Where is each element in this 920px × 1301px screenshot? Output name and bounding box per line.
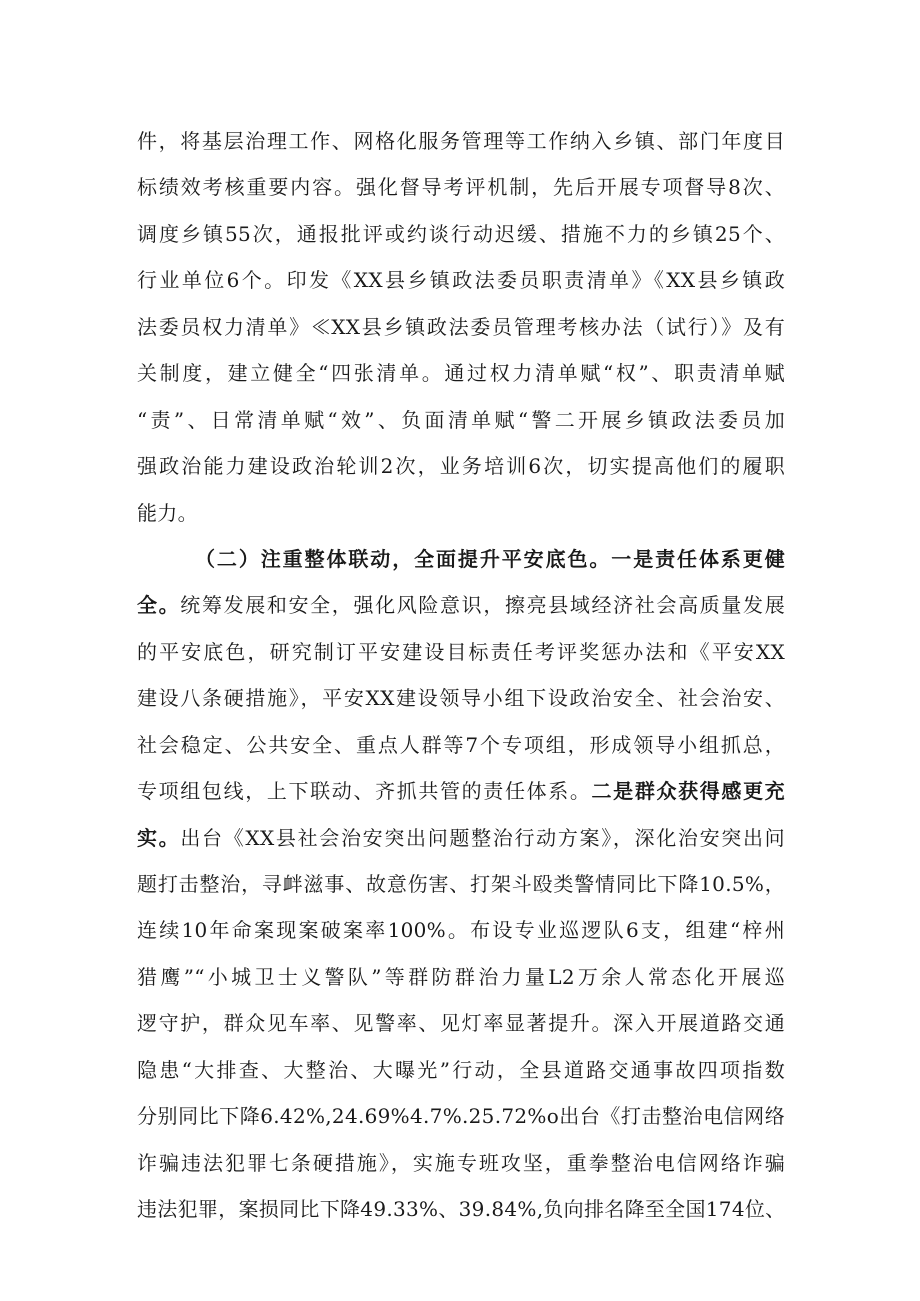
text-line: 分别同比下降6.42%,24.69%4.7%.25.72%o出台《打击整治电信网络 — [137, 1104, 785, 1129]
paragraph-1 — [137, 118, 785, 536]
text-line: 逻守护，群众见车率、见警率、见灯率显著提升。深入开展道路交通 — [137, 1011, 785, 1036]
text-line: 的平安底色，研究制订平安建设目标责任考评奖惩办法和《平安XX — [137, 639, 785, 664]
text-line: 建设八条硬措施》，平安XX建设领导小组下设政治安全、社会治安、 — [137, 686, 785, 711]
text-line: 违法犯罪，案损同比下降49.33%、39.84%,负向排名降至全国174位、 — [137, 1197, 786, 1222]
text-line — [137, 815, 785, 861]
text-line: 社会稳定、公共安全、重点人群等7个专项组，形成领导小组抓总， — [137, 732, 785, 757]
text-line: 猎鹰”“小城卫士义警队”等群防群治力量L2万余人常态化开展巡 — [137, 964, 785, 989]
text-line: 隐患“大排查、大整治、大曝光”行动，全县道路交通事故四项指数 — [137, 1057, 785, 1082]
text-segment: 统筹发展和安全，强化风险意识，擦亮县域经济社会高质量发展 — [180, 593, 785, 618]
text-line: 行业单位6个。印发《XX县乡镇政法委员职责清单》《XX县乡镇政 — [137, 268, 785, 293]
text-line — [137, 582, 785, 628]
text-line: 强政治能力建设政治轮训2次，业务培训6次，切实提高他们的履职 — [137, 454, 785, 479]
text-line: 诈骗违法犯罪七条硬措施》，实施专班攻坚，重拳整治电信网络诈骗 — [137, 1150, 785, 1175]
text-line: 能力。 — [137, 500, 198, 525]
text-line: 标绩效考核重要内容。强化督导考评机制，先后开展专项督导8次、 — [137, 175, 785, 200]
paragraph-2 — [137, 536, 785, 1233]
text-line: 题打击整治，寻衅滋事、故意伤害、打架斗殴类警情同比下降10.5%， — [137, 872, 785, 896]
bold-segment: 全。 — [137, 593, 181, 618]
text-segment: 出台《XX县社会治安突出问题整治行动方案》，深化治安突出问 — [180, 825, 785, 850]
text-line: 连续10年命案现案破案率100%。布设专业巡逻队6支，组建“梓州 — [137, 918, 785, 943]
text-line: 关制度，建立健全“四张清单。通过权力清单赋“权”、职责清单赋 — [137, 361, 785, 386]
text-line: 调度乡镇55次，通报批评或约谈行动迟缓、措施不力的乡镇25个、 — [137, 221, 785, 246]
text-line — [137, 768, 785, 814]
text-line: 件，将基层治理工作、网格化服务管理等工作纳入乡镇、部门年度目 — [137, 129, 785, 153]
section-heading: （二）注重整体联动，全面提升平安底色。一是责任体系更健 — [195, 546, 785, 571]
section-heading-line — [137, 536, 785, 582]
text-line: 法委员权力清单》≪XX县乡镇政法委员管理考核办法（试行）》及有 — [137, 314, 785, 339]
bold-segment: 二是群众获得感更充 — [591, 779, 785, 804]
document-body — [137, 118, 785, 1233]
bold-segment: 实。 — [137, 825, 181, 850]
text-line: “责”、日常清单赋“效”、负面清单赋“警二开展乡镇政法委员加 — [137, 407, 785, 432]
text-segment: 专项组包线，上下联动、齐抓共管的责任体系。 — [137, 779, 592, 804]
